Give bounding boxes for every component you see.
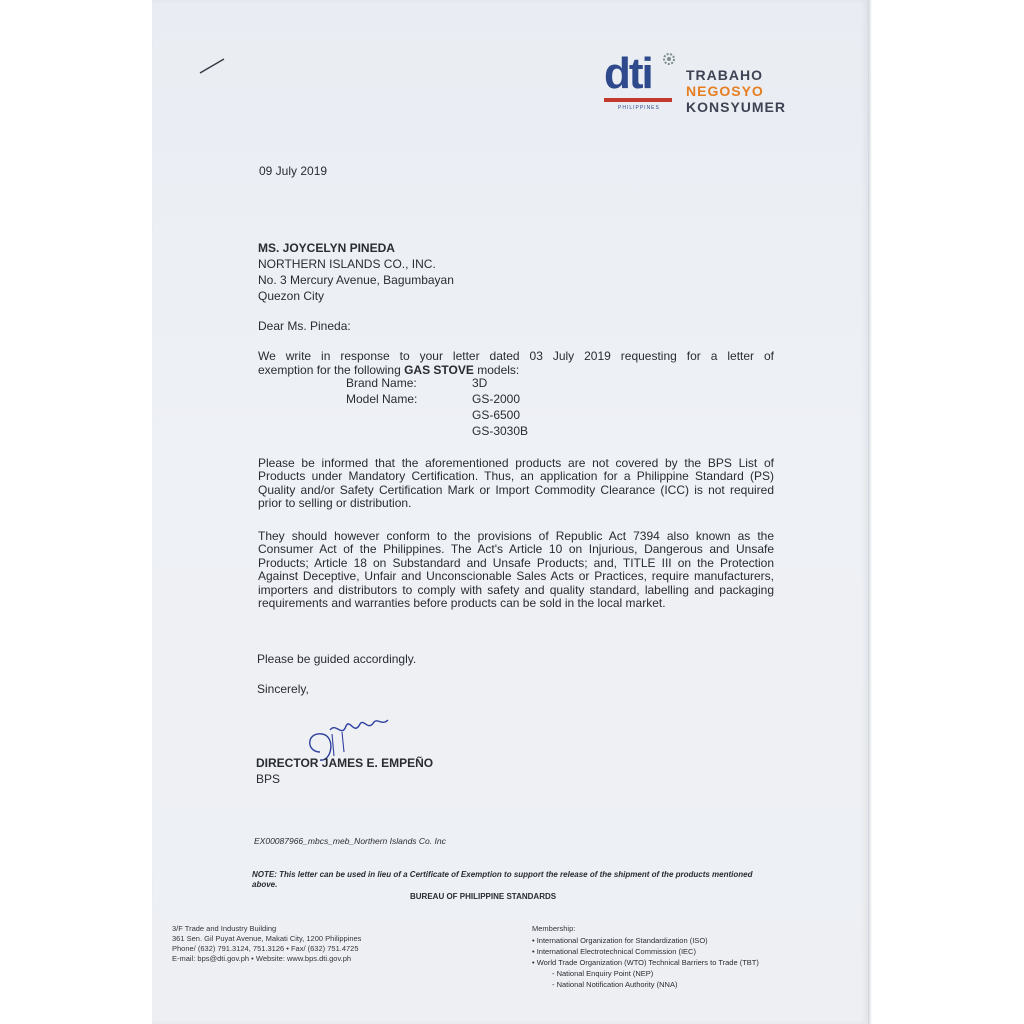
membership-item: • World Trade Organization (WTO) Technical Barriers to Trade (TBT) bbox=[532, 958, 759, 967]
gear-icon bbox=[662, 52, 676, 66]
membership-sub-item: - National Enquiry Point (NEP) bbox=[552, 969, 654, 978]
membership-item: • International Organization for Standardization (ISO) bbox=[532, 936, 708, 945]
recipient-address-line1: No. 3 Mercury Avenue, Bagumbayan bbox=[258, 273, 454, 287]
brand-label: Brand Name: bbox=[346, 376, 417, 390]
footer-phone: Phone/ (632) 791.3124, 751.3126 • Fax/ (632) 751.4725 bbox=[172, 944, 359, 953]
tagline-konsyumer: KONSYUMER bbox=[686, 99, 787, 115]
footer-address-2: 361 Sen. Gil Puyat Avenue, Makati City, 1200 Philippines bbox=[172, 934, 362, 943]
footer-contact: E-mail: bps@dti.gov.ph • Website: www.bps.dti.gov.ph bbox=[172, 954, 352, 963]
dti-wordmark: dti bbox=[604, 49, 652, 98]
membership-item: • International Electrotechnical Commission (IEC) bbox=[532, 947, 696, 956]
letter-date: 09 July 2019 bbox=[259, 164, 328, 178]
closing: Sincerely, bbox=[257, 682, 309, 696]
membership-sub-item: - National Notification Authority (NNA) bbox=[552, 980, 678, 989]
guided-line: Please be guided accordingly. bbox=[257, 652, 417, 666]
intro-prefix: exemption for the following bbox=[258, 363, 405, 377]
salutation: Dear Ms. Pineda: bbox=[258, 319, 351, 333]
footer-address-1: 3/F Trade and Industry Building bbox=[172, 924, 277, 933]
recipient-address-line2: Quezon City bbox=[258, 289, 325, 303]
model-item: GS-3030B bbox=[472, 424, 529, 438]
dti-red-bar bbox=[604, 98, 672, 102]
recipient-name: MS. JOYCELYN PINEDA bbox=[258, 241, 395, 255]
dti-logo bbox=[604, 49, 844, 124]
bureau-name: BUREAU OF PHILIPPINE STANDARDS bbox=[410, 892, 557, 901]
letter-page bbox=[152, 0, 868, 1024]
product-type: GAS STOVE bbox=[404, 363, 474, 377]
tagline-negosyo: NEGOSYO bbox=[686, 83, 764, 99]
pen-mark bbox=[198, 56, 228, 76]
model-item: GS-2000 bbox=[472, 392, 521, 406]
model-label: Model Name: bbox=[346, 392, 418, 406]
exemption-note: NOTE: This letter can be used in lieu of a Certificate of Exemption to support the release of the shipment of the products mentioned above. bbox=[252, 870, 753, 889]
paragraph-coverage: Please be informed that the aforementioned products are not covered by the BPS List of Products under Mandatory Certification. Thus, an application for a Philippine Standard (PS) Quality and/or Safety Certification Mark or Import Commodity Clearance (ICC) is not required prior to selling or distribution. bbox=[258, 456, 774, 511]
intro-suffix: models: bbox=[473, 363, 520, 377]
paper-edge bbox=[868, 0, 872, 1024]
membership-title: Membership: bbox=[532, 924, 576, 933]
dti-philippines-label: PHILIPPINES bbox=[618, 105, 660, 111]
intro-line-1: We write in response to your letter dated 03 July 2019 requesting for a letter of bbox=[258, 349, 774, 363]
reference-number: EX00087966_mbcs_meb_Northern Islands Co. Inc bbox=[254, 836, 446, 846]
recipient-company: NORTHERN ISLANDS CO., INC. bbox=[258, 257, 436, 271]
brand-value: 3D bbox=[472, 376, 488, 390]
tagline-trabaho: TRABAHO bbox=[686, 67, 763, 83]
model-item: GS-6500 bbox=[472, 408, 521, 422]
signatory-name: DIRECTOR JAMES E. EMPEÑO bbox=[256, 756, 434, 770]
paragraph-consumer-act: They should however conform to the provisions of Republic Act 7394 also known as the Consumer Act of the Philippines. The Act's Article 10 on Injurious, Dangerous and Unsafe Products; Article 18 on Substandard and Unsafe Products; and, TITLE III on the Protection Against Deceptive, Unfair and Unconscionable Sales Acts or Practices, require manufacturers, importers and distributors to comply with safety and quality standard, labelling and packaging requirements and warranties before products can be sold in the local market. bbox=[258, 529, 774, 611]
signatory-office: BPS bbox=[256, 772, 281, 786]
